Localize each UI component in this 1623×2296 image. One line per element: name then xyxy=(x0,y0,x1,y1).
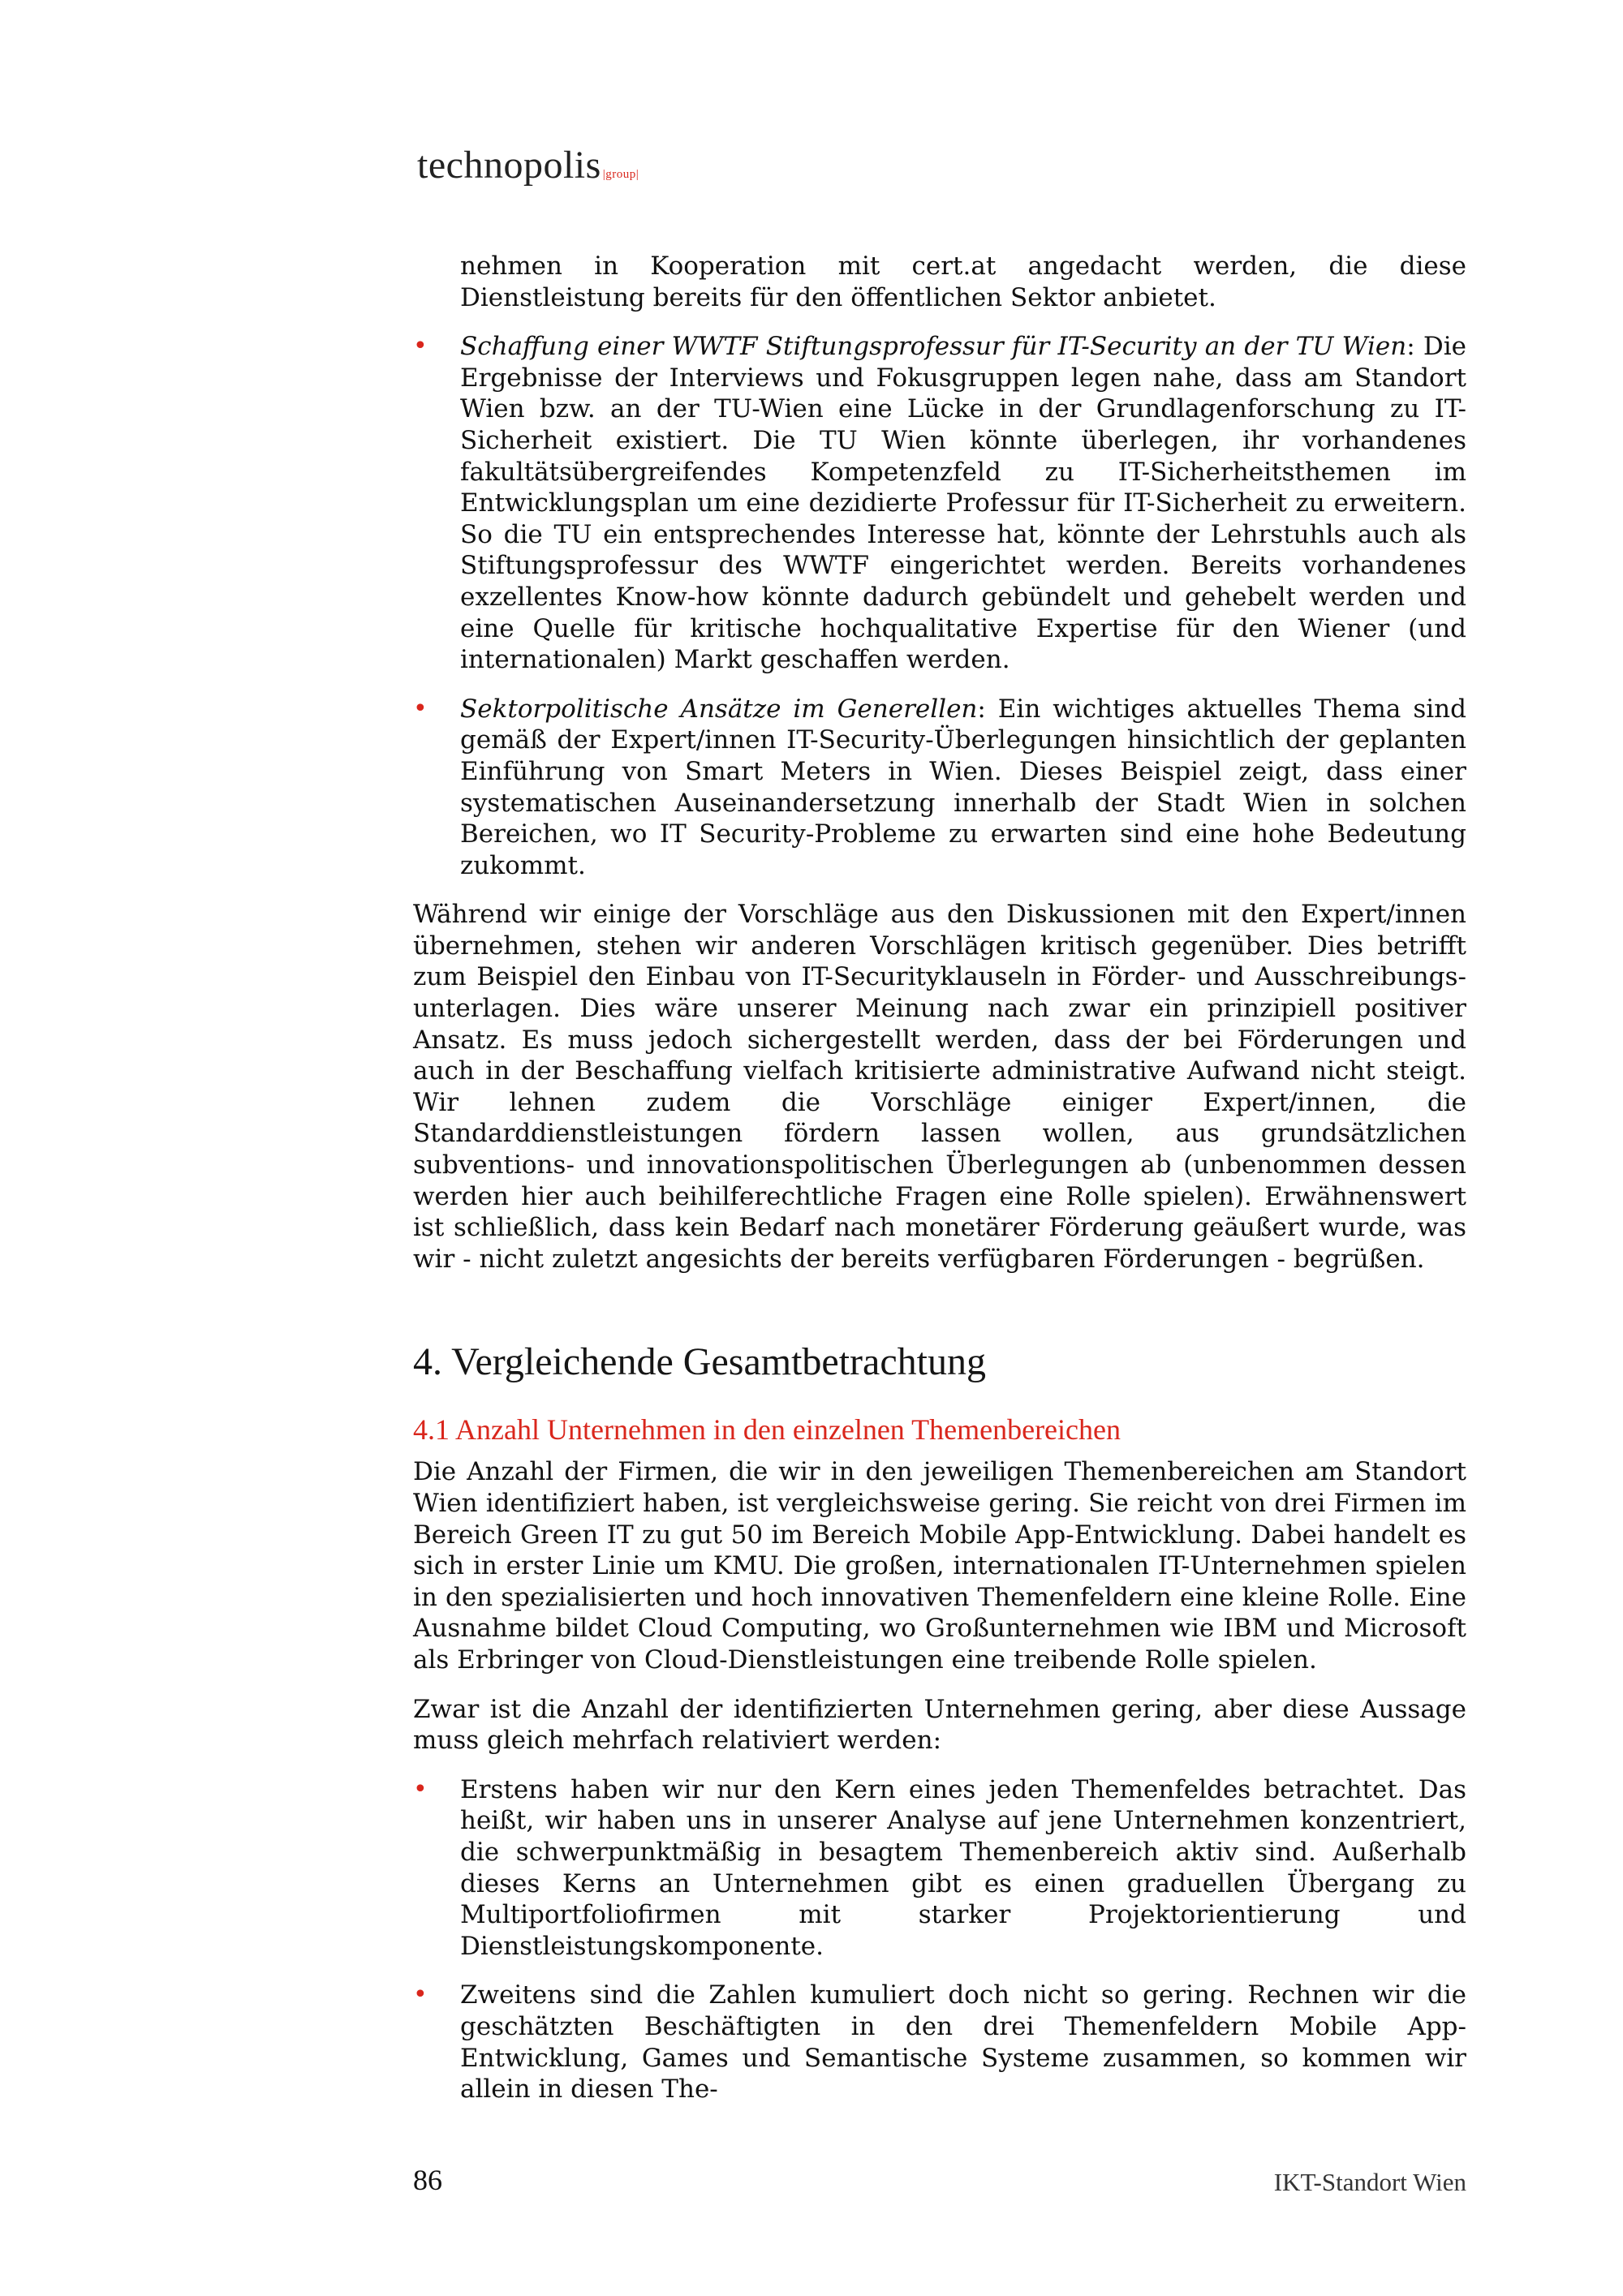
body-paragraph: Während wir einige der Vorschläge aus den Diskussionen mit den Expert/innen übernehmen, stehen wir anderen Vorschlägen kritisch gegenüber. Dies betrifft zum Beispiel den Einbau von IT-Securityklauseln in Förder- und Ausschreibungs-unterlagen. Dies wäre unserer Meinung nach zwar ein prinzipiell positiver Ansatz. Es muss jedoch sichergestellt werden, dass der bei Förderungen und auch in der Beschaffung vielfach kritisierte administrative Aufwand nicht steigt. Wir lehnen zudem die Vorschläge einiger Expert/innen, die Standarddienstleistungen fördern lassen wollen, aus grundsätzlichen subventions- und innovationspolitischen Überlegungen ab (unbenommen dessen werden hier auch beihilferechtliche Fragen eine Rolle spielen). Erwähnenswert ist schließlich, dass kein Bedarf nach monetärer Förderung geäußert wurde, was wir - nicht zuletzt angesichts der bereits verfügbaren Förderungen - begrüßen. xyxy=(413,900,1466,1274)
bullet-text: Erstens haben wir nur den Kern eines jeden Themenfeldes betrachtet. Das heißt, wir haben uns in unserer Analyse auf jene Unternehmen konzentriert, die schwerpunktmäßig in besagtem Themenbereich aktiv sind. Außerhalb dieses Kerns an Unternehmen gibt es einen graduellen Übergang zu Multiportfoliofirmen mit starker Projektorientierung und Dienstleistungskomponente. xyxy=(460,1774,1466,1961)
bullet-title: Schaffung einer WWTF Stiftungsprofessur für IT-Security an der TU Wien xyxy=(460,332,1407,362)
bullet-item xyxy=(413,331,1466,676)
bullet-paragraph xyxy=(460,331,1466,676)
body-paragraph: Zwar ist die Anzahl der identifizierten Unternehmen gering, aber diese Aussage muss gleich mehrfach relativiert werden: xyxy=(413,1694,1466,1756)
bullet-text: Zweitens sind die Zahlen kumuliert doch nicht so gering. Rechnen wir die geschätzten Beschäftigten in den drei Themenfeldern Mobile App-Entwicklung, Games und Semantische Systeme zusammen, so kommen wir allein in diesen The- xyxy=(460,1980,1466,2105)
logo-suffix: |group| xyxy=(602,168,639,181)
body-paragraph: Die Anzahl der Firmen, die wir in den jeweiligen Themenbereichen am Standort Wien identifiziert haben, ist vergleichsweise gering. Sie reicht von drei Firmen im Bereich Green IT zu gut 50 im Bereich Mobile App-Entwicklung. Dabei handelt es sich in erster Linie um KMU. Die großen, internationalen IT-Unternehmen spielen in den spezialisierten und hoch innovativen Themenfeldern eine kleine Rolle. Eine Ausnahme bildet Cloud Computing, wo Großunternehmen wie IBM und Microsoft als Erbringer von Cloud-Dienstleistungen eine treibende Rolle spielen. xyxy=(413,1457,1466,1675)
document-title: IKT-Standort Wien xyxy=(1273,2168,1466,2196)
bullet-text: : Die Ergebnisse der Interviews und Fokusgruppen legen nahe, dass am Standort Wien bzw. an der TU-Wien eine Lücke in der Grundlagenforschung zu IT-Sicherheit existiert. Die TU Wien könnte überlegen, ihr vorhandenes fakultätsübergreifendes Kompetenzfeld zu IT-Sicherheitsthemen im Entwicklungsplan um eine dezidierte Professur für IT-Sicherheit zu erweitern. So die TU ein entsprechendes Interesse hat, könnte der Lehrstuhls auch als Stiftungsprofessur des WWTF eingerichtet werden. Bereits vorhandenes exzellentes Know-how könnte dadurch gebündelt und gehebelt werden und eine Quelle für kritische hochqualitative Expertise für den Wiener (und internationalen) Markt geschaffen werden. xyxy=(460,332,1466,675)
bullet-item xyxy=(413,694,1466,882)
bullet-paragraph xyxy=(460,694,1466,882)
bullet-icon: • xyxy=(413,694,428,723)
technopolis-logo xyxy=(417,143,639,187)
bullet-title: Sektorpolitische Ansätze im Generellen xyxy=(460,694,978,724)
bullet-icon: • xyxy=(413,332,428,361)
intro-continuation: nehmen in Kooperation mit cert.at angedacht werden, die diese Dienstleistung bereits für den öffentlichen Sektor anbietet. xyxy=(460,252,1466,312)
section-heading: 4. Vergleichende Gesamtbetrachtung xyxy=(413,1340,986,1384)
bullet-icon: • xyxy=(413,1980,428,2010)
bullet-icon: • xyxy=(413,1774,428,1804)
bullet-item xyxy=(413,1774,1466,1963)
logo-text: technopolis xyxy=(417,144,601,187)
page-number: 86 xyxy=(413,2164,442,2196)
subsection-heading: 4.1 Anzahl Unternehmen in den einzelnen Themenbereichen xyxy=(413,1413,1121,1447)
page-body xyxy=(413,251,1466,2105)
bullet-text: : Ein wichtiges aktuelles Thema sind gemäß der Expert/innen IT-Security-Überlegungen hinsichtlich der geplanten Einführung von Smart Meters in Wien. Dieses Beispiel zeigt, dass einer systematischen Auseinandersetzung innerhalb der Stadt Wien in solchen Bereichen, wo IT Security-Probleme zu erwarten sind eine hohe Bedeutung zukommt. xyxy=(460,694,1466,880)
bullet-item xyxy=(413,1980,1466,2105)
